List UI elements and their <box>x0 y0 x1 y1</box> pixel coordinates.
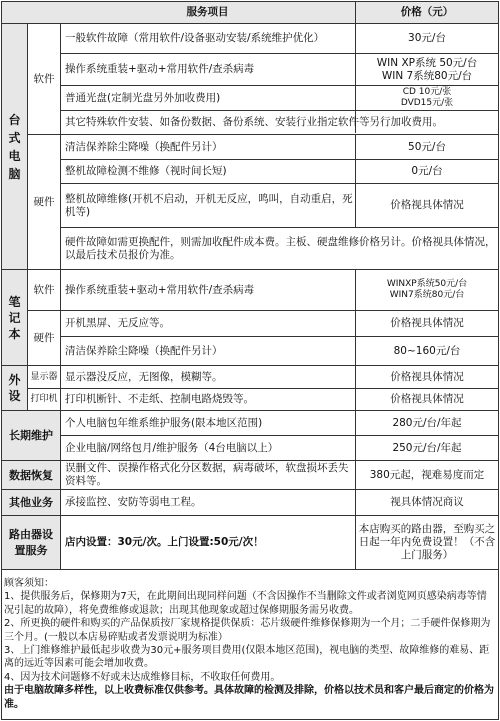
note-item: 2、所更换的硬件和购买的产品保质按厂家规格提供保质：芯片级硬件维修保修期为一个月；二手硬件保修期为三个月。(一般以本店易碎贴或者发票说明为标准） <box>4 618 491 643</box>
header-price: 价格（元） <box>400 6 454 18</box>
price-value: 380元起，视难易度而定 <box>369 468 485 481</box>
peripheral-label: 外 设 <box>8 373 21 403</box>
service-item: 店内设置：30元/次。上门设置:50元/次！ <box>65 536 264 548</box>
rule <box>1 569 499 570</box>
laptop-label: 笔 记 本 <box>8 294 21 341</box>
service-item: 承接监控、安防等弱电工程。 <box>65 496 202 508</box>
price-value: 价格视具体情况 <box>390 317 464 329</box>
printer-label: 打印机 <box>30 394 58 404</box>
price-value: WINXP系统50元/台 WIN7系统80元/台 <box>386 279 468 300</box>
service-item: 开机黑屏、无反应等。 <box>65 317 170 329</box>
service-item: 个人电脑包年维系维护服务(限本地区范围) <box>65 416 263 429</box>
service-item-wide: 硬件故障如需更换配件，则需加收配件成本费。主板、硬盘维修价格另计。价格视具体情况，以最后技术员报价为准。 <box>65 235 496 261</box>
service-item-wide: 其它特殊软件安装、如备份数据、备份系统、安装行业指定软件等另行加收费用。 <box>65 116 443 128</box>
service-item: 操作系统重装+驱动+常用软件/查杀病毒 <box>65 63 255 75</box>
note-item: 3、上门维修维护最低起步收费为30元+服务项目费用(仅限本地区范围)，视电脑的类型、故障维修的难易、距离的远近等因素可能会增加收费。 <box>4 645 490 670</box>
recovery-label: 数据恢复 <box>9 468 53 482</box>
border-right <box>498 1 499 720</box>
price-value: 视具体情况商议 <box>390 496 464 508</box>
service-item: 一般软件故障（常用软件/设备驱动安装/系统维护优化） <box>65 32 325 44</box>
price-value: 本店购买的路由器，至购买之日起一年内免费设置！（不含上门服务） <box>358 523 496 561</box>
service-item: 企业电脑/网络包月/维护服务（4台电脑以上） <box>65 441 279 454</box>
note-item: 1、提供服务后，保修期为7天，在此期间出现同样问题（不含因操作不当删除文件或者浏览网页感染病毒等情况引起的故障），将免费维修或退款；出现其他现象或超过保修期服务需另收费。 <box>4 591 487 616</box>
price-value: CD 10元/张 DVD15元/张 <box>400 87 454 108</box>
price-value: 价格视具体情况 <box>390 393 464 405</box>
customer-notes <box>4 577 496 711</box>
note-item: 4、因为技术问题修不好或未达成维修目标，不收取任何费用。 <box>4 671 281 683</box>
desktop-hardware-label: 硬件 <box>33 195 55 208</box>
service-item: 普通光盘(定制光盘另外加收费用) <box>65 91 221 104</box>
service-item: 误删文件、误操作格式化分区数据，病毒破坏，软盘损坏丢失资料等。 <box>65 462 349 487</box>
service-item: 整机故障检测不维修（视时间长短) <box>65 165 227 177</box>
desktop-label: 台 式 电 脑 <box>8 112 21 181</box>
price-value: WIN XP系统 50元/台 WIN 7系统80元/台 <box>376 56 478 82</box>
price-value: 0元/台 <box>411 165 443 177</box>
service-item: 清洁保养除尘降噪（换配件另计） <box>65 140 223 153</box>
header-service: 服务项目 <box>186 6 229 18</box>
laptop-software-label: 软件 <box>33 283 55 296</box>
service-item: 清洁保养除尘降噪（换配件另计） <box>65 344 223 357</box>
laptop-hardware-label: 硬件 <box>33 331 55 344</box>
service-item: 显示器没反应，无图像，模糊等。 <box>65 370 223 383</box>
desktop-software-label: 软件 <box>33 72 55 85</box>
notes-title: 顾客须知： <box>4 578 54 589</box>
price-value: 80~160元/台 <box>393 344 461 357</box>
other-label: 其他业务 <box>9 496 53 509</box>
price-value: 50元/台 <box>408 140 446 153</box>
router-label: 路由器设 置服务 <box>9 527 53 557</box>
rule-v <box>355 515 356 569</box>
service-item: 操作系统重装+驱动+常用软件/查杀病毒 <box>65 283 255 296</box>
price-value: 250元/台/年起 <box>392 441 462 454</box>
price-value: 280元/台/年起 <box>392 416 462 429</box>
border-bottom <box>1 719 499 720</box>
service-item: 打印机断针、不走纸、控制电路烧毁等。 <box>65 393 254 405</box>
monitor-label: 显示器 <box>30 371 58 382</box>
note-final: 由于电脑故障多样性，以上收费标准仅供参考。具体故障的检测及排除，价格以技术员和客户最后商定的价格为准。 <box>4 685 494 710</box>
service-item: 整机故障维修(开机不启动，开机无反应，鸣叫，自动重启，死机等) <box>65 192 353 218</box>
maintenance-label: 长期维护 <box>9 429 53 442</box>
price-value: 价格视具体情况 <box>390 199 464 211</box>
price-value: 价格视具体情况 <box>390 370 464 383</box>
price-value: 30元/台 <box>408 32 446 44</box>
